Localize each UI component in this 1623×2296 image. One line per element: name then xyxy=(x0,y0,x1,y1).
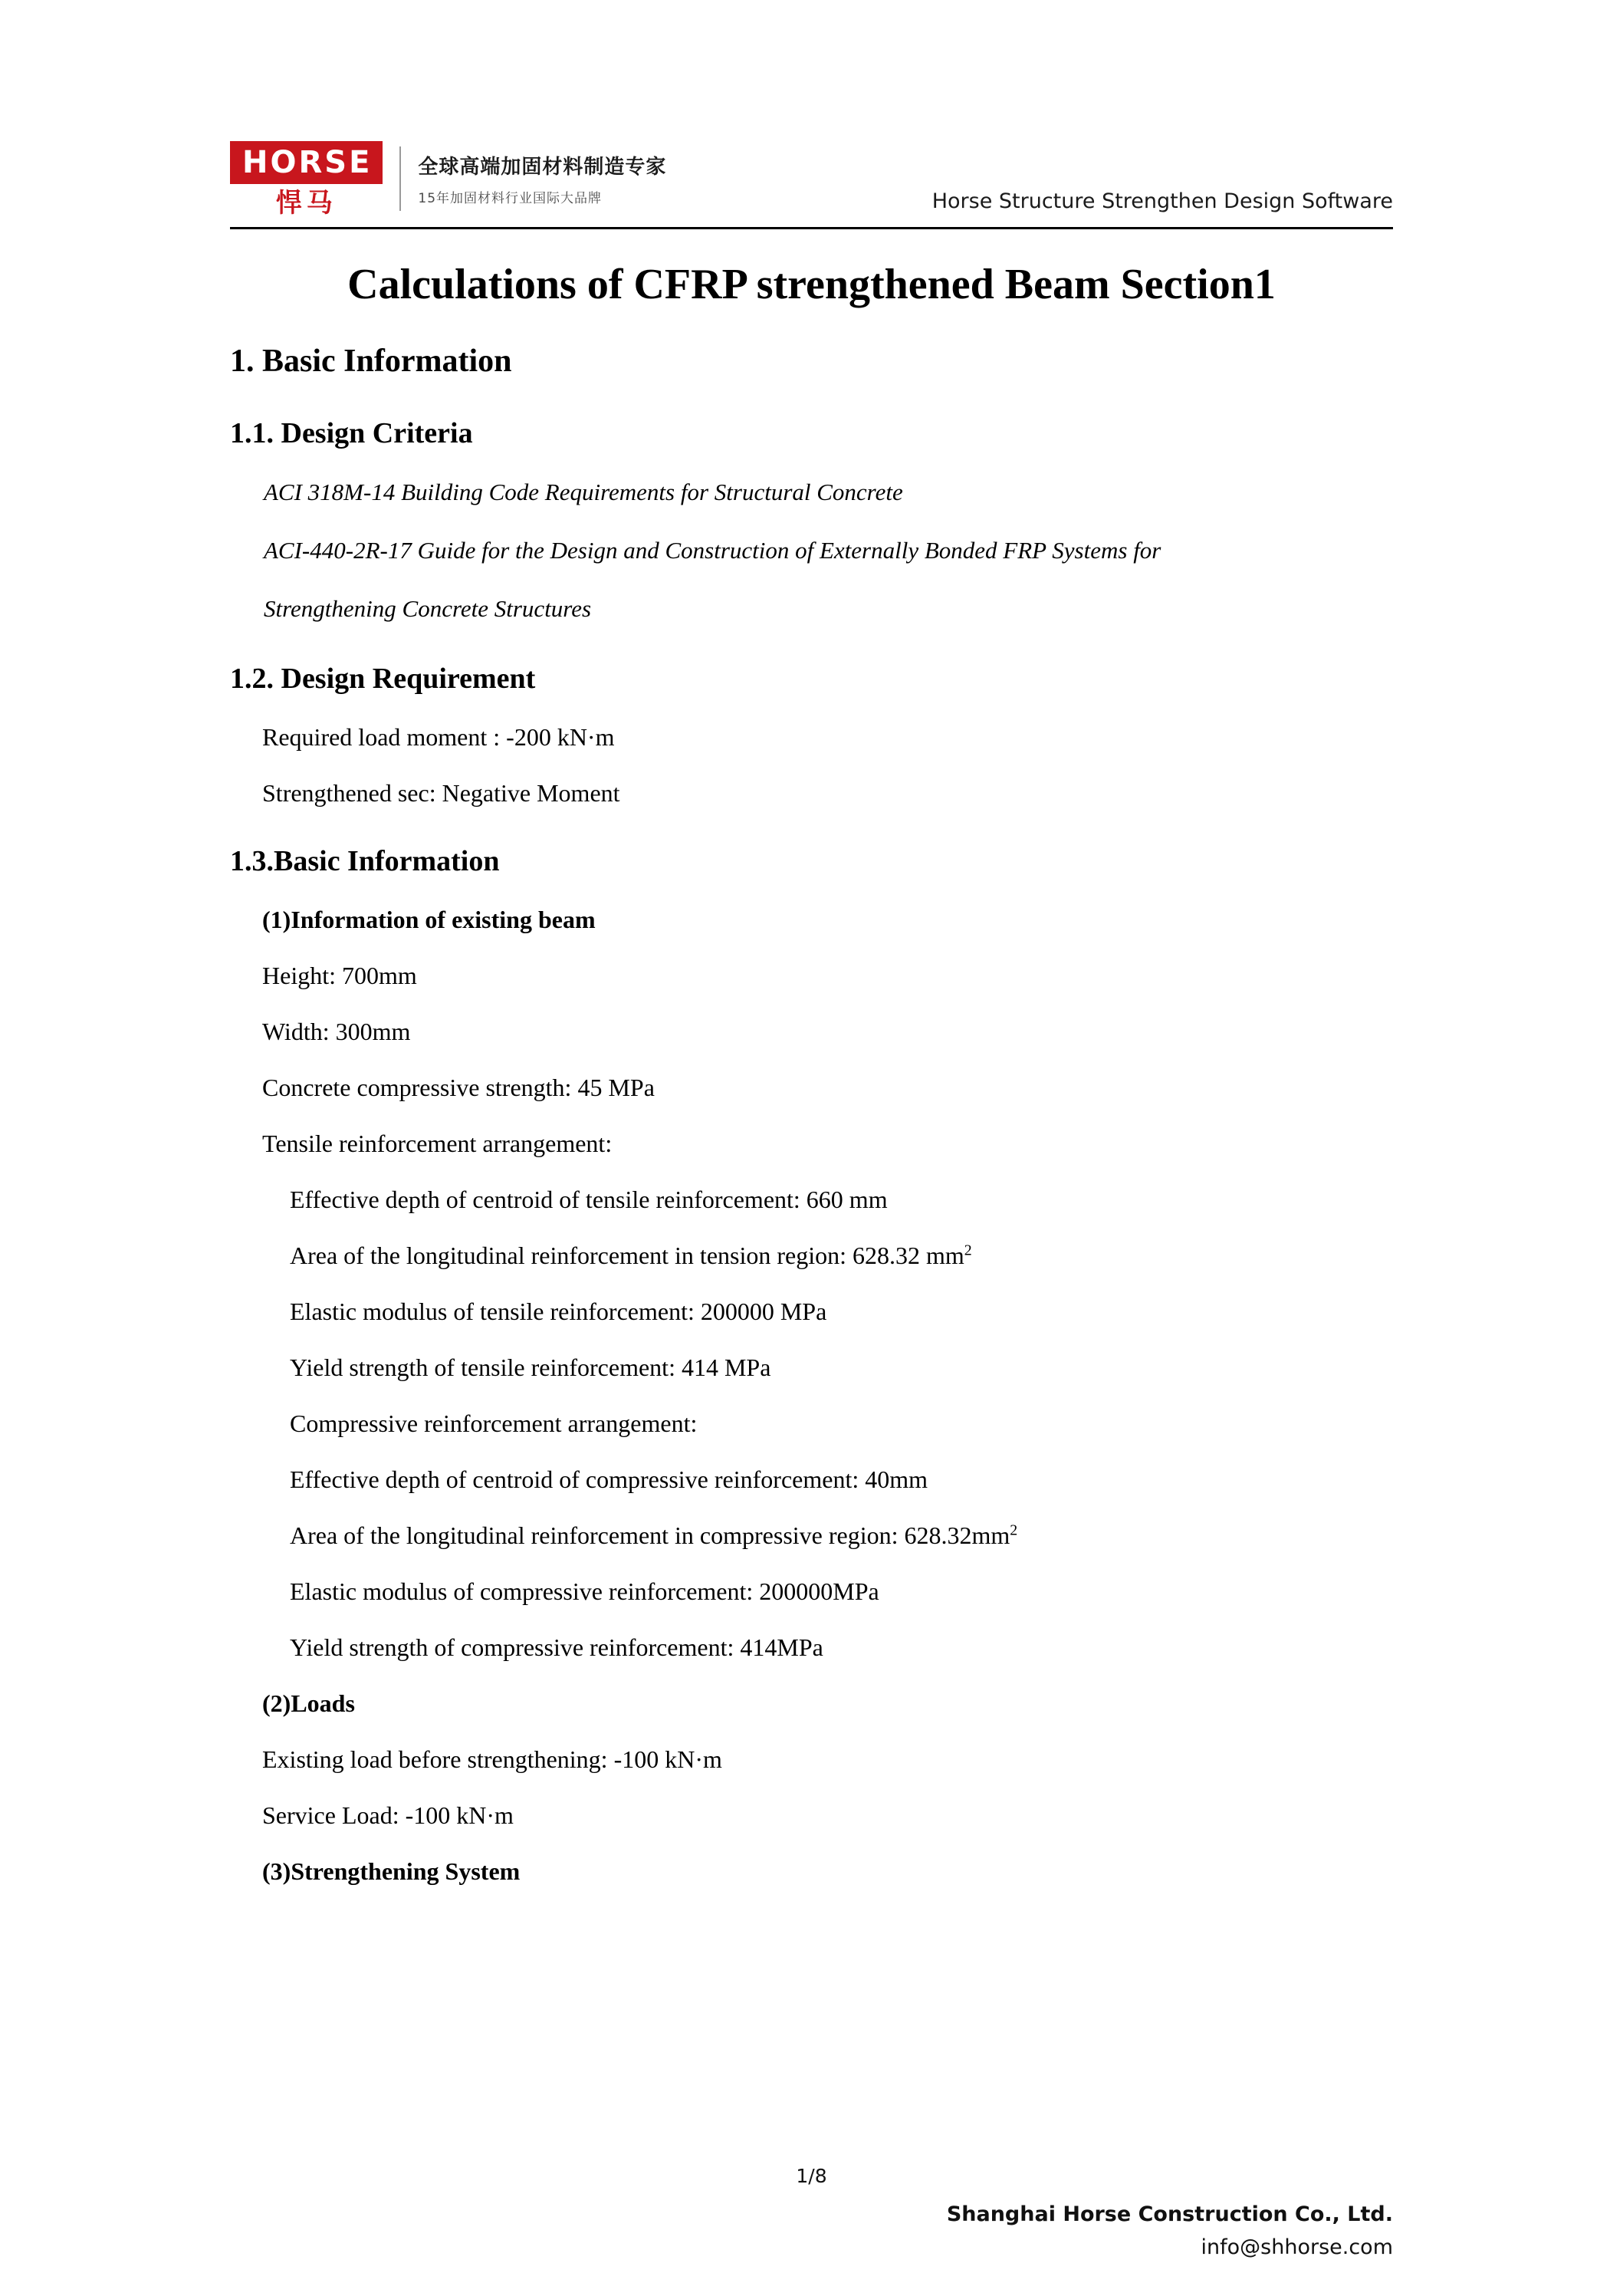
tensile-detail-line: Elastic modulus of tensile reinforcement: 200000 MPa xyxy=(290,1297,827,1325)
beam-info-line: Width: 300mm xyxy=(262,1017,411,1045)
design-criteria-line: Strengthening Concrete Structures xyxy=(264,594,592,622)
logo-divider xyxy=(399,146,401,211)
logo-mark xyxy=(230,141,383,219)
design-requirement-line: Required load moment : -200 kN·m xyxy=(262,722,615,751)
compressive-area-text: Area of the longitudinal reinforcement in compressive region: 628.32mm xyxy=(290,1521,1010,1549)
software-title: Horse Structure Strengthen Design Software xyxy=(931,189,1393,213)
brand-logo xyxy=(230,141,667,219)
tensile-area-text: Area of the longitudinal reinforcement in tension region: 628.32 mm xyxy=(290,1241,964,1269)
subsection-heading-1-2: 1.2. Design Requirement xyxy=(230,662,536,695)
page-header xyxy=(230,0,1393,221)
beam-info-line: Tensile reinforcement arrangement: xyxy=(262,1129,613,1157)
compressive-detail-line: Compressive reinforcement arrangement: xyxy=(290,1409,698,1437)
logo-slogan: 全球高端加固材料制造专家 xyxy=(418,156,667,179)
design-criteria-line: ACI-440-2R-17 Guide for the Design and Construction of Externally Bonded FRP Systems for xyxy=(264,536,1161,564)
load-line: Existing load before strengthening: -100 kN·m xyxy=(262,1745,722,1773)
page-title: Calculations of CFRP strengthened Beam Section1 xyxy=(347,261,1276,308)
design-criteria-line: ACI 318M-14 Building Code Requirements for Structural Concrete xyxy=(264,479,903,505)
footer-company: Shanghai Horse Construction Co., Ltd. xyxy=(946,2202,1393,2226)
section-heading-1: 1. Basic Information xyxy=(230,344,512,379)
group-heading-existing-beam: (1)Information of existing beam xyxy=(262,905,596,933)
logo-wordmark: HORSE xyxy=(230,141,383,184)
logo-subslogan: 15年加固材料行业国际大品牌 xyxy=(418,191,603,206)
tensile-area-exponent: 2 xyxy=(964,1241,972,1258)
page-footer xyxy=(947,2202,1393,2259)
group-heading-strengthening-system: (3)Strengthening System xyxy=(262,1857,521,1885)
logo-taglines xyxy=(418,151,666,206)
compressive-detail-line xyxy=(290,1521,1393,1550)
beam-info-line: Height: 700mm xyxy=(262,961,417,989)
compressive-detail-line: Yield strength of compressive reinforcement: 414MPa xyxy=(290,1633,823,1661)
logo-chinese-name: 悍马 xyxy=(275,188,337,219)
subsection-heading-1-1: 1.1. Design Criteria xyxy=(230,417,473,449)
group-heading-loads: (2)Loads xyxy=(262,1689,355,1717)
footer-email: info@shhorse.com xyxy=(1201,2235,1393,2259)
compressive-detail-line: Effective depth of centroid of compressive reinforcement: 40mm xyxy=(290,1465,928,1493)
beam-info-line: Concrete compressive strength: 45 MPa xyxy=(262,1073,655,1101)
tensile-detail-line: Effective depth of centroid of tensile reinforcement: 660 mm xyxy=(290,1185,888,1213)
header-divider xyxy=(230,227,1393,229)
compressive-area-exponent: 2 xyxy=(1010,1521,1018,1538)
subsection-heading-1-3: 1.3.Basic Information xyxy=(230,844,500,877)
design-requirement-line: Strengthened sec: Negative Moment xyxy=(262,778,620,807)
tensile-detail-line xyxy=(290,1242,1393,1270)
page-number: 1/8 xyxy=(796,2165,827,2187)
compressive-detail-line: Elastic modulus of compressive reinforcement: 200000MPa xyxy=(290,1577,879,1605)
load-line: Service Load: -100 kN·m xyxy=(262,1801,514,1829)
tensile-detail-line: Yield strength of tensile reinforcement: 414 MPa xyxy=(290,1353,771,1381)
